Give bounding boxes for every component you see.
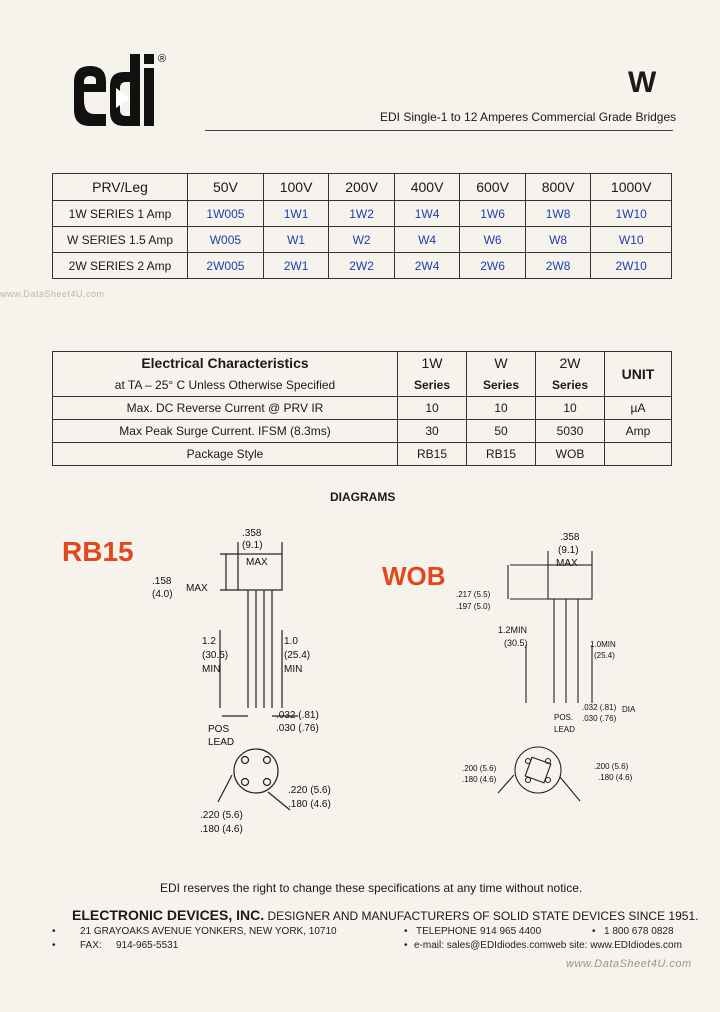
table-row: [53, 227, 672, 253]
param-label: Max. DC Reverse Current @ PRV IR: [53, 397, 398, 420]
wob-package-label: WOB: [382, 561, 446, 591]
wob-dim-label: .197 (5.0): [456, 602, 491, 611]
disclaimer: EDI reserves the right to change these specifications at any time without notice.: [160, 881, 583, 895]
elec-condition: at TA – 25° C Unless Otherwise Specified: [53, 374, 398, 397]
part-cell: W005: [188, 227, 264, 253]
unit-header: UNIT: [605, 352, 672, 397]
rb15-dim-label: (4.0): [152, 589, 173, 600]
col-1w: 1W: [398, 352, 467, 375]
diagrams-title: DIAGRAMS: [330, 490, 396, 504]
row-label: W SERIES 1.5 Amp: [53, 227, 188, 253]
part-cell: 2W1: [263, 253, 329, 279]
wob-dim-label: MAX: [556, 558, 578, 569]
part-cell: 1W005: [188, 201, 264, 227]
phone-label: TELEPHONE: [416, 926, 477, 937]
row-label: 1W SERIES 1 Amp: [53, 201, 188, 227]
series-table: [52, 173, 672, 279]
part-cell: W4: [394, 227, 460, 253]
value-cell: 30: [398, 420, 467, 443]
rb15-dim-label: .358: [242, 528, 262, 539]
wob-dim-label: .200 (5.6): [594, 762, 629, 771]
param-label: Package Style: [53, 443, 398, 466]
wob-dim-label: .217 (5.5): [456, 590, 491, 599]
rb15-dim-label: 1.2: [202, 636, 216, 647]
prv-leg-header: PRV/Leg: [53, 174, 188, 201]
unit-cell: Amp: [605, 420, 672, 443]
rb15-dim-label: MIN: [202, 664, 221, 675]
part-cell: W6: [460, 227, 526, 253]
wob-dim-label: 1.2MIN: [498, 625, 528, 635]
watermark: www.DataSheet4U.com: [566, 958, 692, 970]
col-1000v: 1000V: [591, 174, 672, 201]
col-600v: 600V: [460, 174, 526, 201]
rb15-dim-label: (25.4): [284, 650, 311, 661]
value-cell: 10: [536, 397, 605, 420]
part-cell: W2: [329, 227, 395, 253]
value-cell: 5030: [536, 420, 605, 443]
page-subtitle: EDI Single-1 to 12 Amperes Commercial Grade Bridges: [380, 110, 677, 124]
unit-cell: µA: [605, 397, 672, 420]
part-cell: 2W10: [591, 253, 672, 279]
wob-dim-label: .032 (.81): [582, 703, 617, 712]
rb15-dim-label: MAX: [246, 557, 268, 568]
table-row: [53, 420, 672, 443]
wob-dim-label: DIA: [622, 705, 636, 714]
watermark: www.DataSheet4U.com: [0, 289, 105, 299]
series-letter: W: [628, 66, 657, 99]
row-label: 2W SERIES 2 Amp: [53, 253, 188, 279]
rb15-dim-label: .158: [152, 576, 172, 587]
phone-number: 914 965 4400: [480, 926, 542, 937]
col-100v: 100V: [263, 174, 329, 201]
part-cell: 2W6: [460, 253, 526, 279]
series-label: Series: [398, 374, 467, 397]
series-table-header: [53, 174, 672, 201]
part-cell: W8: [525, 227, 591, 253]
rb15-dim-label: .030 (.76): [276, 723, 319, 734]
part-cell: 1W10: [591, 201, 672, 227]
part-cell: 1W4: [394, 201, 460, 227]
col-800v: 800V: [525, 174, 591, 201]
table-row: [53, 253, 672, 279]
unit-cell: [605, 443, 672, 466]
wob-dim-label: 1.0MIN: [590, 640, 616, 649]
part-cell: 2W8: [525, 253, 591, 279]
phone-bullet: •: [404, 926, 408, 937]
header-divider: [205, 130, 673, 131]
rb15-dim-label: POS: [208, 724, 230, 735]
svg-text:®: ®: [158, 53, 167, 65]
elec-header-row-2: [53, 374, 672, 397]
email-bullet: •: [404, 940, 408, 951]
col-400v: 400V: [394, 174, 460, 201]
table-row: [53, 443, 672, 466]
wob-dim-label: .358: [560, 532, 580, 543]
part-cell: 1W2: [329, 201, 395, 227]
rb15-dim-label: MAX: [186, 583, 208, 594]
company-line: [72, 907, 698, 923]
tollfree-bullet: •: [592, 926, 596, 937]
rb15-dim-label: MIN: [284, 664, 303, 675]
elec-header-row-1: [53, 352, 672, 375]
wob-dim-label: (25.4): [594, 651, 615, 660]
elec-title: Electrical Characteristics: [53, 352, 398, 375]
part-cell: 1W8: [525, 201, 591, 227]
part-cell: 1W1: [263, 201, 329, 227]
wob-dim-label: POS.: [554, 713, 574, 722]
part-cell: 1W6: [460, 201, 526, 227]
wob-dim-label: .200 (5.6): [462, 764, 497, 773]
rb15-dim-label: .032 (.81): [276, 710, 319, 721]
email-link[interactable]: e-mail: sales@EDIdiodes.com: [414, 940, 549, 951]
col-2w: 2W: [536, 352, 605, 375]
rb15-dim-label: LEAD: [208, 737, 235, 748]
part-cell: W10: [591, 227, 672, 253]
company-tagline: DESIGNER AND MANUFACTURERS OF SOLID STATE DEVICES SINCE 1951.: [264, 909, 699, 923]
part-cell: 2W4: [394, 253, 460, 279]
rb15-package-label: RB15: [62, 536, 134, 567]
fax-label: FAX:: [80, 940, 102, 951]
rb15-dim-label: .220 (5.6): [288, 785, 331, 796]
series-label: Series: [536, 374, 605, 397]
tollfree-number: 1 800 678 0828: [604, 926, 674, 937]
part-cell: 2W005: [188, 253, 264, 279]
rb15-diagram: [140, 520, 350, 840]
address-bullet: •: [52, 926, 56, 937]
rb15-dim-label: (9.1): [242, 540, 263, 551]
wob-dim-label: .030 (.76): [582, 714, 617, 723]
wob-dim-label: LEAD: [554, 725, 575, 734]
wob-dim-label: .180 (4.6): [462, 775, 497, 784]
rb15-dim-label: 1.0: [284, 636, 298, 647]
rb15-dim-label: .180 (4.6): [288, 799, 331, 810]
value-cell: RB15: [398, 443, 467, 466]
part-cell: W1: [263, 227, 329, 253]
part-cell: 2W2: [329, 253, 395, 279]
wob-dim-label: .180 (4.6): [598, 773, 633, 782]
rb15-dim-label: (30.5): [202, 650, 229, 661]
col-50v: 50V: [188, 174, 264, 201]
address: 21 GRAYOAKS AVENUE YONKERS, NEW YORK, 10710: [80, 926, 337, 937]
website-link[interactable]: web site: www.EDIdiodes.com: [548, 940, 682, 951]
electrical-characteristics-table: [52, 351, 672, 466]
fax-bullet: •: [52, 940, 56, 951]
col-200v: 200V: [329, 174, 395, 201]
param-label: Max Peak Surge Current. IFSM (8.3ms): [53, 420, 398, 443]
company-name: ELECTRONIC DEVICES, INC.: [72, 907, 265, 923]
table-row: [53, 201, 672, 227]
wob-dim-label: (9.1): [558, 545, 579, 556]
value-cell: WOB: [536, 443, 605, 466]
value-cell: 50: [467, 420, 536, 443]
value-cell: RB15: [467, 443, 536, 466]
series-label: Series: [467, 374, 536, 397]
wob-dim-label: (30.5): [504, 638, 528, 648]
value-cell: 10: [467, 397, 536, 420]
col-w: W: [467, 352, 536, 375]
rb15-dim-label: .180 (4.6): [200, 824, 243, 835]
value-cell: 10: [398, 397, 467, 420]
rb15-dim-label: .220 (5.6): [200, 810, 243, 821]
fax-number: 914-965-5531: [116, 940, 179, 951]
edi-logo: [72, 52, 172, 132]
wob-diagram: [450, 525, 660, 835]
table-row: [53, 397, 672, 420]
